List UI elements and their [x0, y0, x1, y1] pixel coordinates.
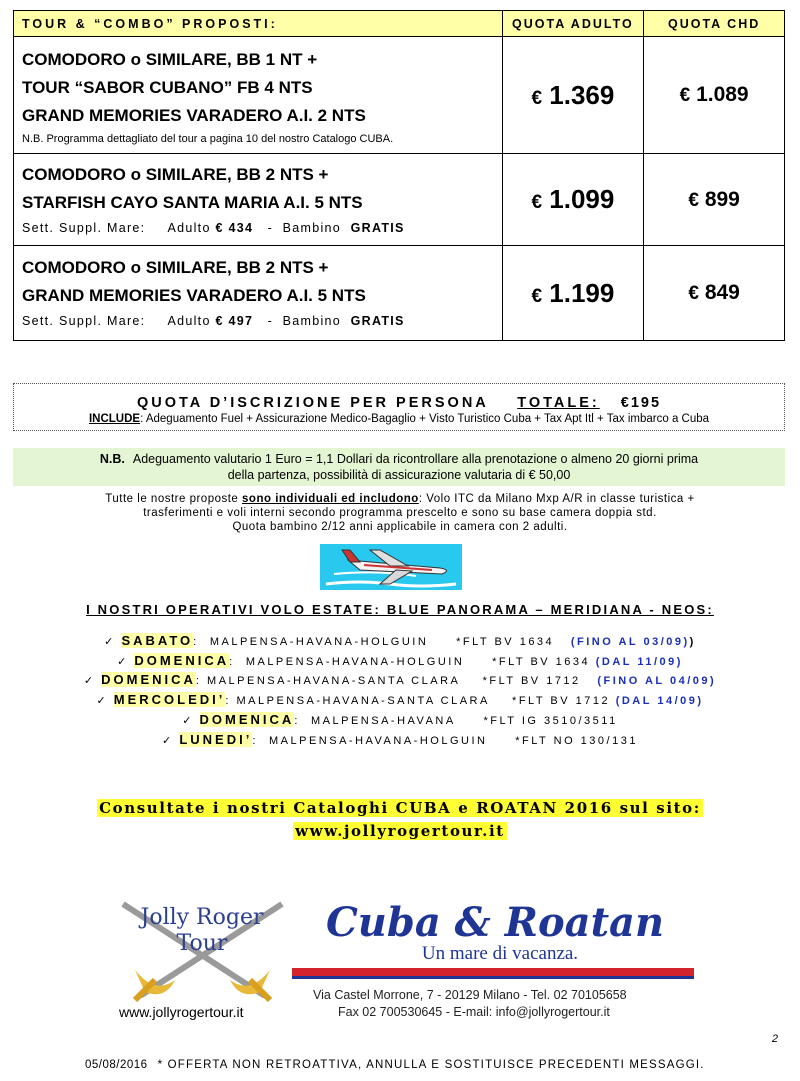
page-number: 2 [771, 1033, 778, 1045]
list-item: ✓ DOMENICA: MALPENSA-HAVANA *FLT IG 3510/3511 [182, 711, 618, 727]
flight-close: ) [689, 636, 696, 648]
currency: € [531, 87, 543, 109]
flight-sep: : [195, 675, 202, 688]
flight-route: MALPENSA-HAVANA-HOLGUIN [245, 655, 465, 668]
flight-day: DOMENICA [101, 672, 196, 688]
flight-day: DOMENICA [134, 652, 230, 668]
flight-route: MALPENSA-HAVANA-SANTA CLARA [207, 675, 461, 688]
list-item: ✓ SABATO: MALPENSA-HAVANA-HOLGUIN *FLT BV 1634 (FINO AL 03/09)) [104, 633, 696, 648]
list-item: ✓ DOMENICA: MALPENSA-HAVANA-SANTA CLARA *FLT BV 1712 (FINO AL 04/09) [83, 672, 717, 688]
flight-day: LUNEDI’ [179, 731, 253, 747]
chd-price [644, 246, 785, 341]
currency: € [679, 85, 691, 106]
brand-tagline: Un mare di vacanza. [421, 943, 579, 964]
contact-line: Fax 02 700530645 - E-mail: info@jollyrogertour.it [338, 1005, 610, 1019]
brand-blue-bar [292, 976, 694, 979]
brand-title: Cuba & Roatan [325, 899, 665, 946]
table-row [14, 37, 785, 154]
pricing-table [13, 10, 785, 341]
flight-route: MALPENSA-HAVANA [311, 714, 456, 727]
supp-child-label: Bambino [282, 220, 342, 235]
company-address [313, 987, 627, 1021]
supp-child-label: Bambino [282, 314, 342, 328]
sea-supplement [22, 217, 502, 239]
flight-note: (DAL 14/09) [615, 695, 704, 708]
adult-price [502, 154, 644, 246]
flight-note: (FINO AL 04/09) [597, 675, 717, 688]
currency: € [531, 285, 543, 307]
includes-post: : Volo ITC da Milano Mxp A/R in classe turistica + [418, 493, 695, 505]
nb-label: N.B. [99, 452, 125, 466]
supp-separator: - [267, 314, 274, 328]
package-line: COMODORO o SIMILARE, BB 2 NTS + [22, 258, 329, 277]
supp-adult-label: Adulto [167, 220, 211, 235]
list-item: ✓ MERCOLEDI’: MALPENSA-HAVANA-SANTA CLARA *FLT BV 1712 (DAL 14/09) [96, 692, 704, 708]
flight-day: SABATO [121, 633, 194, 648]
footer-text: * OFFERTA NON RETROATTIVA, ANNULLA E SOSTITUISCE PRECEDENTI MESSAGGI. [157, 1059, 705, 1071]
flight-number: *FLT BV 1634 [492, 655, 591, 668]
flight-day: DOMENICA [199, 711, 295, 727]
package-note: N.B. Programma dettagliato del tour a pagina 10 del nostro Catalogo CUBA. [22, 132, 394, 145]
price-value: 1.099 [549, 184, 615, 214]
nb-line: della partenza, possibilità di assicurazione valutaria di € 50,00 [227, 468, 571, 482]
supp-separator: - [267, 220, 274, 235]
includes-bold: sono individuali ed includono [242, 493, 419, 505]
supp-adult-label: Adulto [167, 314, 211, 328]
package-line: GRAND MEMORIES VARADERO A.I. 5 NTS [22, 286, 366, 305]
footer-disclaimer [85, 1059, 705, 1071]
price-value: 1.089 [696, 83, 749, 106]
table-row [14, 246, 785, 341]
registration-fee-box [13, 383, 785, 431]
price-value: 1.199 [549, 277, 615, 308]
package-line: COMODORO o SIMILARE, BB 1 NT + [22, 49, 318, 69]
nb-line: Adeguamento valutario 1 Euro = 1,1 Dollari da ricontrollare alla prenotazione o almeno 20 giorni prima [132, 452, 699, 466]
flight-number: *FLT IG 3510/3511 [483, 714, 618, 727]
header-tour: TOUR & “COMBO” PROPOSTI: [14, 11, 503, 37]
airplane-icon [320, 544, 462, 590]
package-description [14, 37, 503, 154]
jolly-logo-line2: Tour [176, 931, 228, 956]
price-value: 899 [704, 187, 740, 211]
pricing-header-row [14, 11, 785, 37]
flight-number: *FLT BV 1712 [512, 695, 611, 708]
flights-heading-text: I NOSTRI OPERATIVI VOLO ESTATE: BLUE PANORAMA – MERIDIANA - NEOS: [86, 602, 714, 617]
chd-price [644, 154, 785, 246]
price-value: 849 [704, 281, 740, 304]
address-line: Via Castel Morrone, 7 - 20129 Milano - Tel. 02 70105658 [313, 988, 627, 1002]
flights-heading [0, 602, 800, 617]
adult-price [502, 246, 644, 341]
flight-sep: : [193, 636, 199, 648]
fee-title-text: QUOTA D’ISCRIZIONE PER PERSONA [136, 395, 489, 411]
flight-note: (DAL 11/09) [595, 655, 683, 668]
package-line: GRAND MEMORIES VARADERO A.I. 2 NTS [22, 105, 366, 125]
website-link[interactable]: www.jollyrogertour.it [295, 822, 505, 840]
currency: € [688, 189, 699, 211]
adult-price [502, 37, 644, 154]
fee-include-line [14, 413, 784, 425]
flight-sep: : [294, 714, 300, 727]
currency: € [531, 192, 543, 213]
flights-list [0, 632, 800, 750]
flight-number: *FLT BV 1712 [482, 675, 581, 688]
package-description [14, 154, 503, 246]
includes-text [0, 492, 800, 534]
header-chd: QUOTA CHD [644, 11, 785, 37]
registration-fee-title [14, 395, 784, 411]
include-text: : Adeguamento Fuel + Assicurazione Medico-Bagaglio + Visto Turistico Cuba + Tax Apt Itl + Tax imbarco a Cuba [140, 413, 710, 425]
include-label: INCLUDE [88, 413, 141, 425]
fee-total-label: TOTALE: [517, 395, 600, 411]
sea-supplement [22, 310, 502, 332]
package-line: TOUR “SABOR CUBANO” FB 4 NTS [22, 77, 313, 97]
footer-date: 05/08/2016 [85, 1059, 148, 1071]
supp-label: Sett. Suppl. Mare: [22, 314, 146, 328]
includes-pre: Tutte le nostre proposte [105, 493, 243, 505]
currency-note-box [13, 448, 785, 486]
jolly-logo-line1: Jolly Roger [140, 905, 264, 930]
supp-adult-value: € 434 [215, 220, 254, 235]
fee-total-value: €195 [620, 395, 662, 411]
catalog-notice [0, 797, 800, 843]
flight-sep: : [229, 655, 235, 668]
table-row [14, 154, 785, 246]
flight-number: *FLT BV 1634 [456, 636, 555, 648]
flight-day: MERCOLEDI’ [113, 692, 226, 708]
currency: € [688, 283, 699, 304]
flight-note: (FINO AL 03/09) [570, 636, 690, 648]
supp-label: Sett. Suppl. Mare: [22, 220, 146, 235]
package-description [14, 246, 503, 341]
list-item: ✓ LUNEDI’: MALPENSA-HAVANA-HOLGUIN *FLT NO 130/131 [162, 731, 638, 747]
flight-number: *FLT NO 130/131 [515, 734, 638, 747]
price-value: 1.369 [549, 79, 615, 110]
header-adult: QUOTA ADULTO [502, 11, 644, 37]
supp-child-value: GRATIS [350, 314, 405, 328]
jolly-url[interactable]: www.jollyrogertour.it [119, 1004, 244, 1020]
brand-red-bar [292, 968, 694, 976]
package-line: COMODORO o SIMILARE, BB 2 NTS + [22, 164, 329, 184]
includes-line: trasferimenti e voli interni secondo programma prescelto e sono su base camera doppia std. [143, 507, 657, 519]
supp-child-value: GRATIS [350, 220, 405, 235]
flight-route: MALPENSA-HAVANA-HOLGUIN [209, 636, 429, 648]
package-line: STARFISH CAYO SANTA MARIA A.I. 5 NTS [22, 192, 363, 212]
flight-sep: : [252, 734, 258, 747]
flight-route: MALPENSA-HAVANA-SANTA CLARA [236, 695, 490, 708]
flight-route: MALPENSA-HAVANA-HOLGUIN [269, 734, 488, 747]
catalog-notice-text: Consultate i nostri Cataloghi CUBA e ROATAN 2016 sul sito: [99, 799, 701, 817]
flight-sep: : [225, 695, 231, 708]
chd-price [644, 37, 785, 154]
supp-adult-value: € 497 [215, 314, 254, 328]
includes-line: Quota bambino 2/12 anni applicabile in camera con 2 adulti. [232, 521, 568, 533]
list-item: ✓ DOMENICA: MALPENSA-HAVANA-HOLGUIN *FLT BV 1634 (DAL 11/09) [117, 652, 683, 668]
